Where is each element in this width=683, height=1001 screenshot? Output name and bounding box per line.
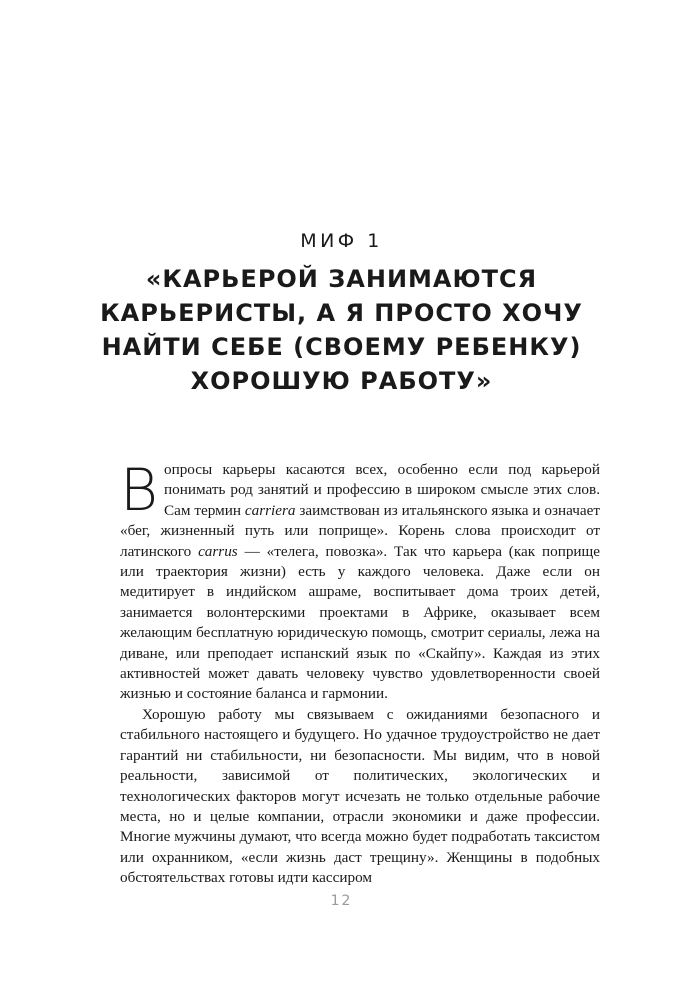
paragraph-2: Хорошую работу мы связываем с ожиданиями безопасного и стабильного настоящего и будущего. Но удачное трудоустройство не дает гарантий ни стабильности, ни безопасности. Мы видим, что в новой реальности, зависимой от политических, экологических и технологических факторов могут исчезать не только отдельные рабочие места, но и целые компании, отрасли экономики и даже профессии. Многие мужчины думают, что всегда можно будет подработать таксистом или охранником, «если жизнь даст трещину». Женщины в подобных обстоятельствах готовы идти кассиром [120,705,600,887]
chapter-title-line: НАЙТИ СЕБЕ (СВОЕМУ РЕБЕНКУ) [101,333,582,361]
paragraph-text: опросы карьеры касаются всех, особенно если под карьерой понимать род занятий и профессию в широком смысле этих слов. Сам термин [163,461,600,519]
paragraph-text: — «телега, повозка». Так что карьера (как поприще или траектория жизни) есть у каждого человека. Даже если он медитирует в индийском ашраме, воспитывает дома троих детей, занимается волонтерскими проектами в Африке, оказывает всем желающим бесплатную юридическую помощь, смотрит сериалы, лежа на диване, или преподает испанский язык по «Скайпу». Каждая из этих активностей может давать человеку чувство удовлетворенности своей жизнью и состояние баланса и гармонии. [120,542,600,703]
term-italic: carriera [244,501,296,519]
chapter-title-line: «КАРЬЕРОЙ ЗАНИМАЮТСЯ [145,265,538,293]
chapter-heading [0,228,683,398]
page-number: 12 [330,893,353,909]
chapter-title-line: ХОРОШУЮ РАБОТУ» [190,367,493,395]
chapter-label: МИФ 1 [300,230,383,252]
paragraph-text: заимствован из итальянского языка и означает «бег, жизненный путь или поприще». Корень слова происходит от латинского [120,501,600,560]
body-text [120,456,600,889]
paragraph-1 [120,456,600,705]
drop-cap: В [120,456,158,524]
chapter-title-line: КАРЬЕРИСТЫ, А Я ПРОСТО ХОЧУ [100,299,583,327]
term-italic: carrus [198,542,238,560]
chapter-title [0,262,683,398]
